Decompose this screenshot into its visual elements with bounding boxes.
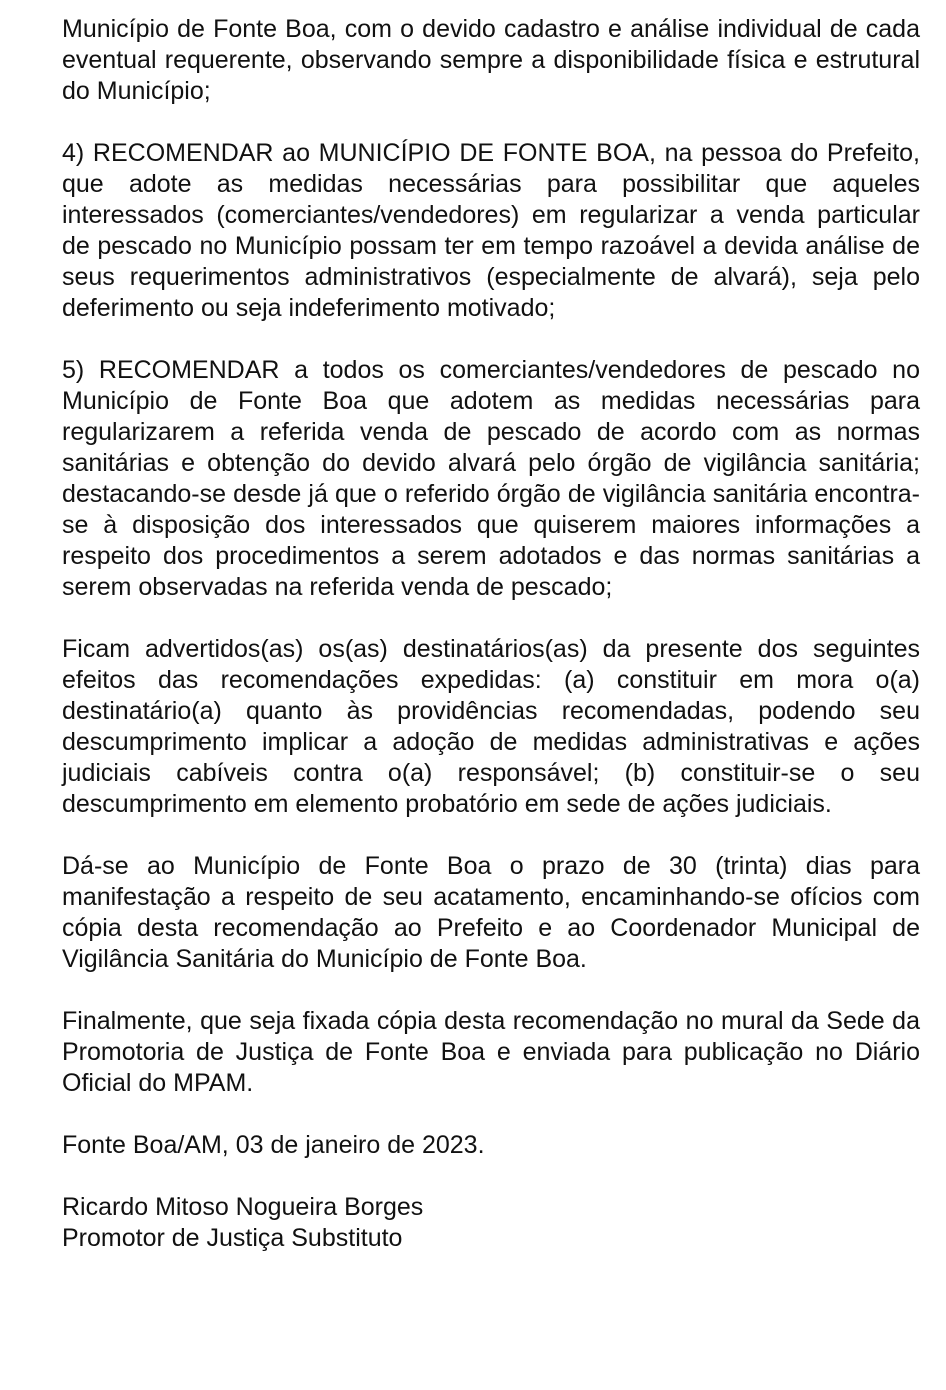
signature-block	[62, 1192, 920, 1254]
date-line: Fonte Boa/AM, 03 de janeiro de 2023.	[62, 1131, 485, 1159]
signer-name: Ricardo Mitoso Nogueira Borges	[62, 1193, 424, 1221]
paragraph-warnings: Ficam advertidos(as) os(as) destinatários(as) da presente dos seguintes efeitos das recomendações expedidas: (a) constituir em mora o(a) destinatário(a) quanto às providências recomendadas, podendo seu descumprimento implicar a adoção de medidas administrativas e ações judiciais cabíveis contra o(a) responsável; (b) constituir-se o seu descumprimento em elemento probatório em sede de ações judiciais.	[62, 635, 920, 818]
paragraph-recommendation-5: 5) RECOMENDAR a todos os comerciantes/vendedores de pescado no Município de Fonte Boa que adotem as medidas necessárias para regularizarem a referida venda de pescado de acordo com as normas sanitárias e obtenção do devido alvará pelo órgão de vigilância sanitária; destacando-se desde já que o referido órgão de vigilância sanitária encontra-se à disposição dos interessados que quiserem maiores informações a respeito dos procedimentos a serem adotados e das normas sanitárias a serem observadas na referida venda de pescado;	[62, 356, 920, 601]
signer-title: Promotor de Justiça Substituto	[62, 1224, 403, 1252]
paragraph-recommendation-4: 4) RECOMENDAR ao MUNICÍPIO DE FONTE BOA, na pessoa do Prefeito, que adote as medidas necessárias para possibilitar que aqueles interessados (comerciantes/vendedores) em regularizar a venda particular de pescado no Município possam ter em tempo razoável a devida análise de seus requerimentos administrativos (especialmente de alvará), seja pelo deferimento ou seja indeferimento motivado;	[62, 139, 920, 322]
paragraph-deadline: Dá-se ao Município de Fonte Boa o prazo de 30 (trinta) dias para manifestação a respeito de seu acatamento, encaminhando-se ofícios com cópia desta recomendação ao Prefeito e ao Coordenador Municipal de Vigilância Sanitária do Município de Fonte Boa.	[62, 852, 920, 973]
paragraph-publication: Finalmente, que seja fixada cópia desta recomendação no mural da Sede da Promotoria de Justiça de Fonte Boa e enviada para publicação no Diário Oficial do MPAM.	[62, 1007, 920, 1097]
document-page	[62, 14, 920, 1254]
paragraph-continuation: Município de Fonte Boa, com o devido cadastro e análise individual de cada eventual requerente, observando sempre a disponibilidade física e estrutural do Município;	[62, 15, 920, 105]
